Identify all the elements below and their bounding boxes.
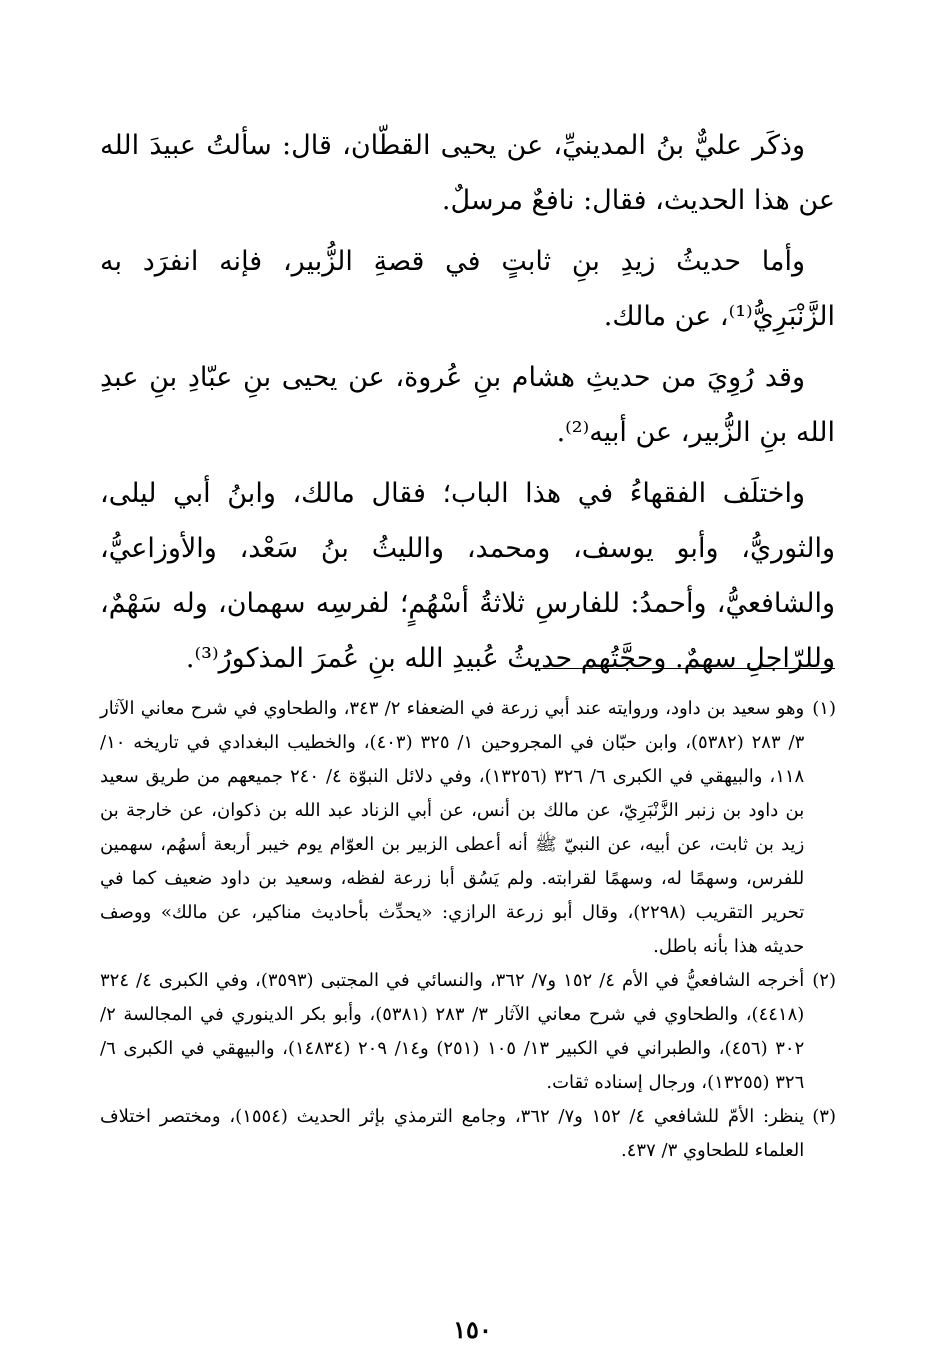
footnote-text: أخرجه الشافعيُّ في الأم ٤/ ١٥٢ و٧/ ٣٦٢، والنسائي في المجتبى (٣٥٩٣)، وفي الكبرى ٤/ ٣٢٤ (٤٤١٨)، والطحاوي في شرح معاني الآثار ٣/ ٢٨٣ (٥٣٨١)، وأبو بكر الدينوري في المجالسة ٢/ ٣٠٢ (٤٥٦)، والطبراني في الكبير ١٣/ ١٠٥ (٢٥١) و١٤/ ٢٠٩ (١٤٨٣٤)، والبيهقي في الكبرى ٦/ ٣٢٦ (١٣٢٥٥)، ورجال إسناده ثقات. xyxy=(100,970,805,1093)
paragraph-2: وأما حديثُ زيدِ بنِ ثابتٍ في قصةِ الزُّبير، فإنه انفرَد به الزَّنْبَرِيُّ⁽¹⁾، عن مالك. xyxy=(100,246,835,332)
main-text xyxy=(100,118,835,686)
footnote-2 xyxy=(100,964,836,1100)
footnote-number: (٣) xyxy=(812,1106,836,1127)
footnotes xyxy=(100,692,836,1168)
footnote-3 xyxy=(100,1100,836,1168)
paragraph-3: وقد رُوِيَ من حديثِ هشام بنِ عُروة، عن يحيى بنِ عبّادِ بنِ عبدِ الله بنِ الزُّبير، عن أبيه⁽²⁾. xyxy=(100,362,835,448)
paragraph-4: واختلَف الفقهاءُ في هذا الباب؛ فقال مالك، وابنُ أبي ليلى، والثوريُّ، وأبو يوسف، ومحمد، والليثُ بنُ سَعْد، والأوزاعيُّ، والشافعيُّ، وأحمدُ: للفارسِ ثلاثةُ أسْهُمٍ؛ لفرسِه سهمان، وله سَهْمٌ، وللرّاجلِ سهمٌ. وحجَّتُهم حديثُ عُبيدِ الله بنِ عُمرَ المذكورُ⁽³⁾. xyxy=(100,478,835,674)
footnote-number: (٢) xyxy=(812,970,836,991)
footnote-text: وهو سعيد بن داود، وروايته عند أبي زرعة في الضعفاء ٢/ ٣٤٣، والطحاوي في شرح معاني الآثار ٣/ ٢٨٣ (٥٣٨٢)، وابن حبّان في المجروحين ١/ ٣٢٥ (٤٠٣)، والخطيب البغدادي في تاريخه ١٠/ ١١٨، والبيهقي في الكبرى ٦/ ٣٢٦ (١٣٢٥٦)، وفي دلائل النبوّة ٤/ ٢٤٠ جميعهم من طريق سعيد بن داود بن زنبر الزَّنْبَرِيّ، عن مالك بن أنس، عن أبي الزناد عبد الله بن ذكوان، عن خارجة بن زيد بن ثابت، عن أبيه، عن النبيّ ﷺ أنه أعطى الزبير بن العوّام يوم خيبر أربعة أسهُم، سهمين للفرس، وسهمًا له، وسهمًا لقرابته. ولم يَسُق أبا زرعة لفظه، وسعيد بن داود ضعيف كما في تحرير التقريب (٢٢٩٨)، وقال أبو زرعة الرازي: «يحدِّث بأحاديث مناكير، عن مالك» ووصف حديثه هذا بأنه باطل. xyxy=(100,698,805,957)
page-number: ١٥٠ xyxy=(453,1315,492,1344)
footnote-number: (١) xyxy=(812,698,836,719)
footnote-text: ينظر: الأمّ للشافعي ٤/ ١٥٢ و٧/ ٣٦٢، وجامع الترمذي بإثر الحديث (١٥٥٤)، ومختصر اختلاف العلماء للطحاوي ٣/ ٤٣٧. xyxy=(100,1106,805,1161)
paragraph-1: وذكَر عليٌّ بنُ المدينيِّ، عن يحيى القطّان، قال: سألتُ عبيدَ الله عن هذا الحديث، فقال: نافعٌ مرسلٌ. xyxy=(100,130,835,216)
footnote-separator xyxy=(535,668,835,669)
footnote-1 xyxy=(100,692,836,964)
